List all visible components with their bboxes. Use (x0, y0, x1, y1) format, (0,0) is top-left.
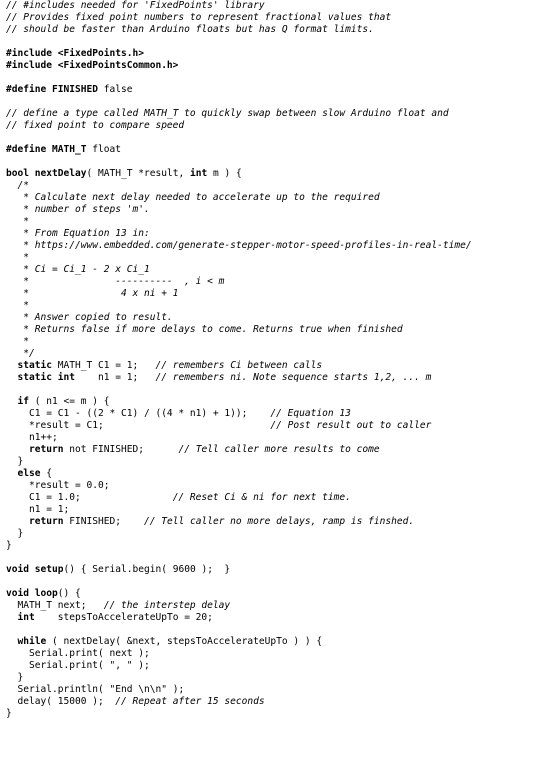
code-line (6, 684, 556, 696)
code-keyword: return (29, 516, 64, 527)
code-text: () { (57, 588, 81, 599)
code-line (6, 156, 556, 168)
code-line (6, 252, 556, 264)
code-comment: * https://www.embedded.com/generate-stepper-motor-speed-profiles-in-real-time/ (6, 240, 472, 251)
code-line (6, 144, 556, 156)
code-line (6, 396, 556, 408)
code-text: } (6, 672, 24, 683)
code-line (6, 636, 556, 648)
code-comment: // Post result out to caller (270, 420, 432, 431)
code-comment: // Provides fixed point numbers to represent fractional values that (6, 12, 392, 23)
code-text: ( nextDelay( &next, stepsToAccelerateUpTo ) ) { (46, 636, 323, 647)
code-line (6, 480, 556, 492)
code-comment: * From Equation 13 in: (6, 228, 150, 239)
code-keyword: static (17, 360, 52, 371)
code-line (6, 348, 556, 360)
code-text: false (97, 84, 133, 95)
code-text: n1++; (6, 432, 58, 443)
code-keyword: static (17, 372, 52, 383)
code-keyword: if (17, 396, 29, 407)
code-text: Serial.println( (6, 684, 110, 695)
code-line (6, 0, 556, 12)
code-comment: // Tell caller no more delays, ramp is finshed. (143, 516, 415, 527)
code-text (6, 444, 29, 455)
code-comment: // should be faster than Arduino floats but has Q format limits. (6, 24, 374, 35)
code-comment: // remembers Ci between calls (155, 360, 323, 371)
code-comment: // #includes needed for 'FixedPoints' library (6, 0, 265, 11)
code-line (6, 360, 556, 372)
code-comment: * Answer copied to result. (6, 312, 173, 323)
code-line (6, 180, 556, 192)
code-line (6, 672, 556, 684)
code-line (6, 660, 556, 672)
code-keyword: int (57, 372, 75, 383)
code-comment: // remembers ni. Note sequence starts 1,2, ... m (155, 372, 432, 383)
code-text: ( MATH_T *result, (86, 168, 190, 179)
code-line (6, 696, 556, 708)
code-line (6, 408, 556, 420)
code-comment: // Equation 13 (270, 408, 351, 419)
code-line (6, 324, 556, 336)
code-keyword: while (17, 636, 47, 647)
code-line (6, 12, 556, 24)
code-line (6, 432, 556, 444)
code-text (6, 516, 29, 527)
code-text: } (6, 528, 24, 539)
code-line (6, 624, 556, 636)
code-text: } (6, 708, 12, 719)
code-text: n1 = 1; (75, 372, 156, 383)
code-text: not FINISHED; (63, 444, 179, 455)
code-text (6, 468, 18, 479)
code-directive: #include <FixedPoints.h> (6, 48, 144, 59)
code-text: C1 = 1.0; (6, 492, 173, 503)
code-comment: * Returns false if more delays to come. Returns true when finished (6, 324, 403, 335)
code-comment: * (6, 252, 29, 263)
code-line (6, 72, 556, 84)
code-text: FINISHED; (63, 516, 144, 527)
code-line (6, 48, 556, 60)
code-text: Serial.print( ", " ); (6, 660, 150, 671)
code-line (6, 228, 556, 240)
function-name: loop (34, 588, 58, 599)
code-comment: // Repeat after 15 seconds (115, 696, 265, 707)
code-listing (6, 0, 556, 770)
code-line (6, 492, 556, 504)
code-comment: * ---------- , i < m (6, 276, 225, 287)
code-line (6, 708, 556, 720)
code-text: { (40, 468, 52, 479)
code-keyword: bool (6, 168, 29, 179)
code-text: MATH_T C1 = 1; (52, 360, 156, 371)
code-line (6, 540, 556, 552)
code-keyword: else (17, 468, 41, 479)
code-line (6, 240, 556, 252)
code-text: } (6, 540, 12, 551)
code-line (6, 192, 556, 204)
code-line (6, 132, 556, 144)
code-text: delay( 15000 ); (6, 696, 116, 707)
code-directive: #define MATH_T (6, 144, 87, 155)
code-line (6, 204, 556, 216)
code-line (6, 312, 556, 324)
code-directive: #include <FixedPointsCommon.h> (6, 60, 179, 71)
code-line (6, 648, 556, 660)
code-text (6, 612, 18, 623)
code-keyword: void (6, 588, 29, 599)
code-line (6, 504, 556, 516)
code-comment: */ (6, 348, 35, 359)
code-comment: // fixed point to compare speed (6, 120, 185, 131)
code-comment: * Calculate next delay needed to accelerate up to the required (6, 192, 380, 203)
code-comment: * number of steps 'm'. (6, 204, 150, 215)
code-line (6, 276, 556, 288)
code-keyword: void (6, 564, 29, 575)
code-text: *result = 0.0; (6, 480, 110, 491)
code-keyword: int (189, 168, 208, 179)
code-text: m ) { (207, 168, 242, 179)
code-line (6, 456, 556, 468)
code-line (6, 216, 556, 228)
code-text: Serial.print( next ); (6, 648, 150, 659)
code-text: ); (166, 684, 185, 695)
code-text: () { Serial.begin( 9600 ); } (63, 564, 231, 575)
code-text (6, 396, 18, 407)
code-comment: * (6, 300, 29, 311)
code-line (6, 588, 556, 600)
code-line (6, 96, 556, 108)
code-keyword: int (17, 612, 35, 623)
code-line (6, 336, 556, 348)
code-line (6, 120, 556, 132)
code-line (6, 576, 556, 588)
code-line (6, 420, 556, 432)
code-comment: // Tell caller more results to come (178, 444, 380, 455)
code-text: MATH_T next; (6, 600, 104, 611)
code-line (6, 444, 556, 456)
code-line (6, 516, 556, 528)
code-line (6, 36, 556, 48)
code-text: C1 = C1 - ((2 * C1) / ((4 * n1) + 1)); (6, 408, 271, 419)
code-line (6, 60, 556, 72)
code-text (6, 372, 18, 383)
code-text (6, 636, 18, 647)
code-line (6, 528, 556, 540)
code-directive: #define FINISHED (6, 84, 98, 95)
code-line (6, 108, 556, 120)
code-line (6, 372, 556, 384)
string-literal: "End \n\n" (109, 684, 167, 695)
code-text: ( n1 <= m ) { (29, 396, 110, 407)
code-comment: // Reset Ci & ni for next time. (172, 492, 351, 503)
code-text: float (86, 144, 121, 155)
code-line (6, 564, 556, 576)
code-line (6, 552, 556, 564)
code-comment: * (6, 336, 29, 347)
code-line (6, 168, 556, 180)
code-text: *result = C1; (6, 420, 271, 431)
code-keyword: return (29, 444, 64, 455)
code-line (6, 600, 556, 612)
code-text: stepsToAccelerateUpTo = 20; (34, 612, 213, 623)
code-line (6, 264, 556, 276)
code-comment: /* (6, 180, 29, 191)
function-name: setup (34, 564, 64, 575)
code-comment: * 4 x ni + 1 (6, 288, 179, 299)
code-line (6, 384, 556, 396)
code-text: } (6, 456, 24, 467)
code-line (6, 300, 556, 312)
code-line (6, 468, 556, 480)
code-line (6, 612, 556, 624)
function-name: nextDelay (34, 168, 87, 179)
code-comment: // define a type called MATH_T to quickly swap between slow Arduino float and (6, 108, 449, 119)
code-comment: * Ci = Ci_1 - 2 x Ci_1 (6, 264, 150, 275)
code-line (6, 24, 556, 36)
code-comment: // the interstep delay (103, 600, 231, 611)
code-line (6, 84, 556, 96)
code-comment: * (6, 216, 29, 227)
code-text (6, 360, 18, 371)
code-line (6, 288, 556, 300)
code-text: n1 = 1; (6, 504, 70, 515)
